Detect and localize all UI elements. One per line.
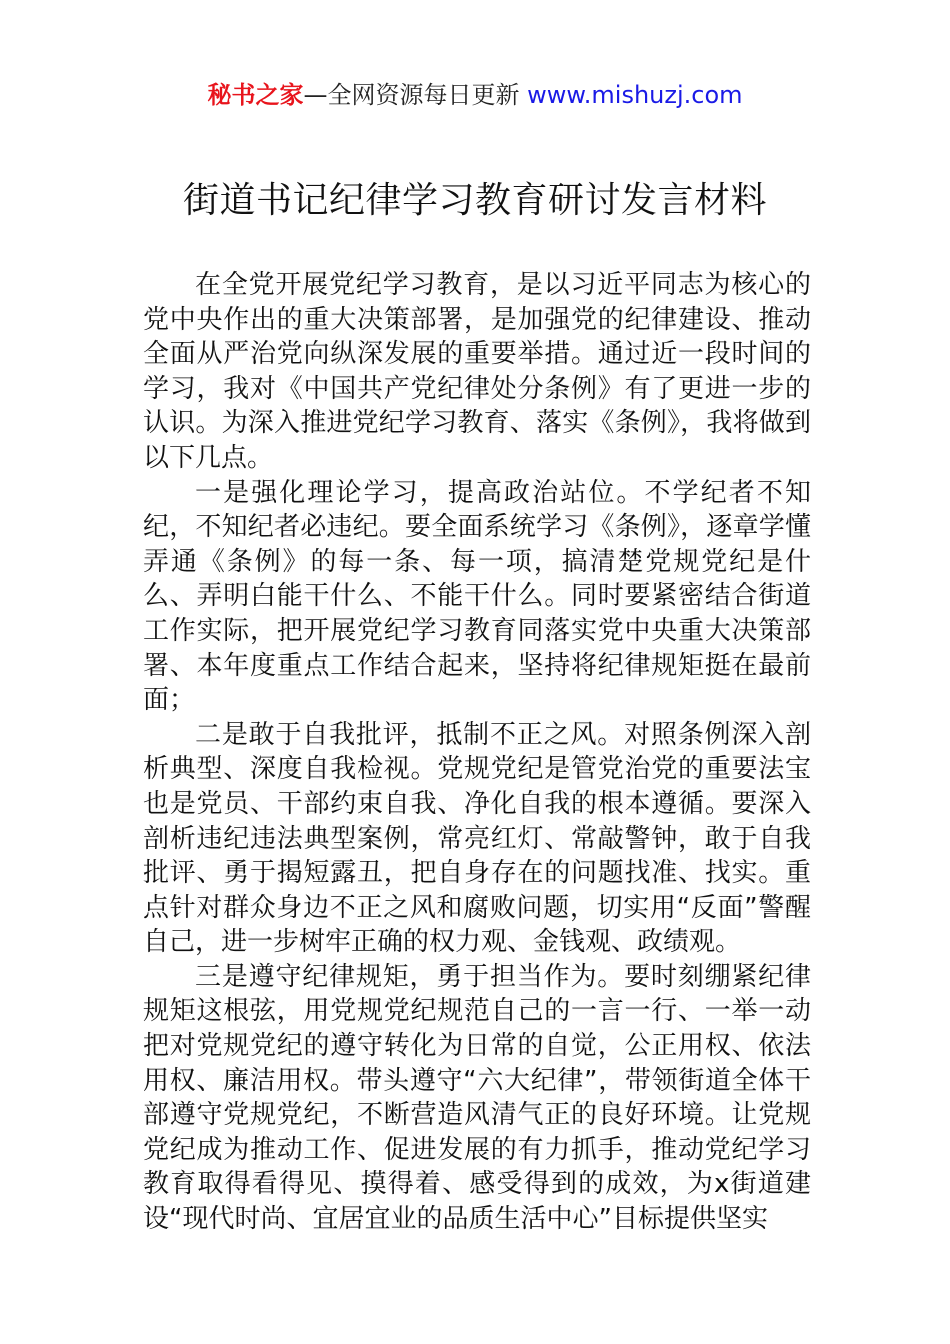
paragraph-point-2: 二是敢于自我批评，抵制不正之风。对照条例深入剖析典型、深度自我检视。党规党纪是管党治党的重要法宝也是党员、干部约束自我、净化自我的根本遵循。要深入剖析违纪违法典型案例，常亮红灯、常敲警钟，敢于自我批评、勇于揭短露丑，把自身存在的问题找准、找实。重点针对群众身边不正之风和腐败问题，切实用“反面”警醒自己，进一步树牢正确的权力观、金钱观、政绩观。 — [143, 719, 811, 958]
site-header — [0, 78, 950, 112]
document-body — [143, 268, 811, 1237]
site-url-link[interactable]: www.mishuzj.com — [527, 81, 743, 109]
paragraph-point-3: 三是遵守纪律规矩，勇于担当作为。要时刻绷紧纪律规矩这根弦，用党规党纪规范自己的一言一行、一举一动把对党规党纪的遵守转化为日常的自觉，公正用权、依法用权、廉洁用权。带头遵守“六大纪律”，带领街道全体干部遵守党规党纪，不断营造风清气正的良好环境。让党规党纪成为推动工作、促进发展的有力抓手，推动党纪学习教育取得看得见、摸得着、感受得到的成效，为x街道建设“现代时尚、宜居宜业的品质生活中心”目标提供坚实 — [143, 961, 811, 1235]
site-brand: 秘书之家 — [207, 81, 304, 109]
paragraph-intro: 在全党开展党纪学习教育，是以习近平同志为核心的党中央作出的重大决策部署，是加强党的纪律建设、推动全面从严治党向纵深发展的重要举措。通过近一段时间的学习，我对《中国共产党纪律处分条例》有了更进一步的认识。为深入推进党纪学习教育、落实《条例》，我将做到以下几点。 — [143, 270, 811, 473]
paragraph-point-1: 一是强化理论学习，提高政治站位。不学纪者不知纪，不知纪者必违纪。要全面系统学习《条例》，逐章学懂弄通《条例》的每一条、每一项，搞清楚党规党纪是什么、弄明白能干什么、不能干什么。同时要紧密结合街道工作实际，把开展党纪学习教育同落实党中央重大决策部署、本年度重点工作结合起来，坚持将纪律规矩挺在最前面； — [143, 477, 811, 716]
document-title: 街道书记纪律学习教育研讨发言材料 — [182, 180, 767, 221]
site-tagline: —全网资源每日更新 — [303, 81, 528, 109]
